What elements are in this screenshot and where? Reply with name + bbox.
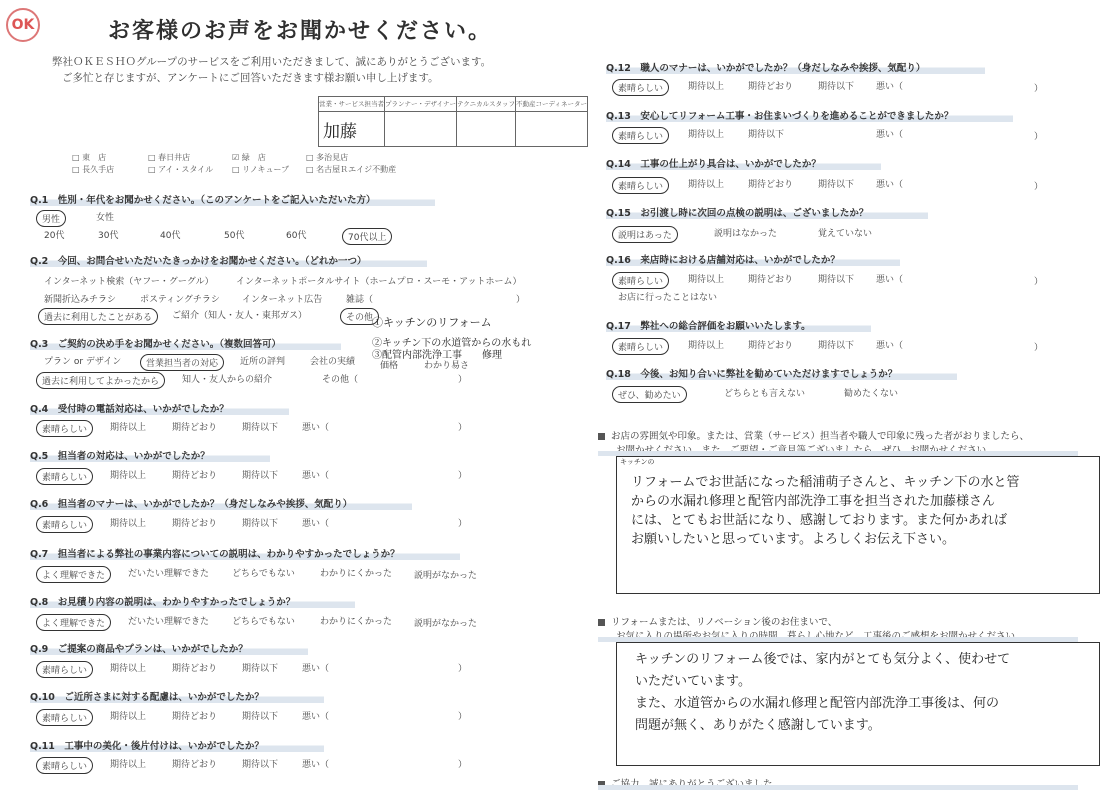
answer-option[interactable]: 説明がなかった (414, 619, 478, 629)
answer-option[interactable]: 期待以下 (818, 275, 855, 285)
answer-option[interactable]: その他（ (322, 375, 359, 385)
question-label: Q.11 工事中の美化・後片付けは、いかがでしたか？ (30, 738, 324, 752)
answer-option[interactable]: 期待以上 (688, 341, 725, 351)
answer-option[interactable]: ） (458, 664, 468, 674)
answer-option[interactable]: インターネットポータルサイト（ホームプロ・スーモ・アットホーム） (236, 277, 522, 287)
answer-option-circled[interactable]: 素晴らしい (36, 468, 93, 485)
staff-header-realestate: 不動産コーディネーター (515, 97, 587, 112)
answer-option[interactable]: 期待どおり (748, 180, 794, 190)
answer-option[interactable]: ） (458, 519, 468, 529)
handwritten-note: ③配管内部洗浄工事 修理 (372, 350, 502, 361)
answer-option[interactable]: 期待以上 (110, 664, 147, 674)
comment2-prompt-1: リフォームまたは、リノベーション後のお住まいで、 (598, 614, 837, 628)
answer-option[interactable]: だいたい理解できた (128, 569, 210, 579)
answer-option[interactable]: ） (1034, 277, 1044, 287)
question-label: Q.12 職人のマナーは、いかがでしたか？（身だしなみや挨拶、気配り） (606, 60, 985, 74)
answer-option[interactable]: 勧めたくない (844, 389, 899, 399)
question-label: Q.4 受付時の電話対応は、いかがでしたか？ (30, 401, 289, 415)
square-bullet-icon (598, 619, 605, 626)
answer-option[interactable]: 期待以上 (688, 275, 725, 285)
answer-option-circled[interactable]: 素晴らしい (36, 757, 93, 774)
staff-signature: 加藤 (319, 112, 385, 147)
answer-option-circled[interactable]: よく理解できた (36, 614, 111, 631)
answer-option[interactable]: 期待以下 (242, 664, 279, 674)
comment2-line: いただいています。 (635, 674, 751, 689)
answer-option[interactable]: 会社の実績 (310, 357, 356, 367)
answer-option[interactable]: 30代 (98, 231, 119, 241)
staff-header-sales: 営業・サービス担当者 (319, 97, 385, 112)
store-checkbox[interactable]: □ 多治見店 (306, 153, 349, 162)
comment1-line: からの水漏れ修理と配管内部洗浄工事を担当された加藤様さん (631, 494, 996, 509)
answer-option-circled[interactable]: 素晴らしい (36, 420, 93, 437)
question-label: Q.3 ご契約の決め手をお聞かせください。（複数回答可） (30, 336, 341, 350)
answer-option[interactable]: 期待以上 (110, 471, 147, 481)
answer-option[interactable]: わかりにくかった (320, 617, 393, 627)
question-label: Q.13 安心してリフォーム工事・お住まいづくりを進めることができましたか？ (606, 108, 1013, 122)
answer-option[interactable]: ） (458, 423, 468, 433)
staff-cell-empty (385, 112, 457, 147)
comment1-line: リフォームでお世話になった稲浦萌子さんと、キッチン下の水と管 (631, 475, 1020, 490)
answer-option[interactable]: インターネット検索（ヤフー・グーグル） (44, 277, 214, 287)
answer-option[interactable]: 期待以下 (818, 180, 855, 190)
question-label: Q.6 担当者のマナーは、いかがでしたか？（身だしなみや挨拶、気配り） (30, 496, 412, 510)
answer-option[interactable]: どちらとも言えない (724, 389, 806, 399)
answer-option[interactable]: 期待どおり (172, 471, 218, 481)
answer-option[interactable]: ご紹介（知人・友人・東邦ガス） (172, 311, 308, 321)
answer-option[interactable]: 価格 (380, 361, 399, 371)
answer-option[interactable]: 悪い（ (876, 275, 904, 285)
answer-option[interactable]: 悪い（ (302, 471, 330, 481)
answer-option-circled[interactable]: 過去に利用してよかったから (36, 372, 165, 389)
store-checkbox[interactable]: □ 春日井店 (148, 153, 191, 162)
answer-option[interactable]: 悪い（ (302, 423, 330, 433)
answer-option[interactable]: ） (516, 295, 526, 305)
handwritten-note: ①キッチンのリフォーム (372, 316, 492, 329)
answer-option[interactable]: 悪い（ (302, 664, 330, 674)
answer-option-circled[interactable]: 過去に利用したことがある (38, 308, 158, 325)
answer-option[interactable]: 期待以下 (818, 82, 855, 92)
store-checkbox[interactable]: □ リノキューブ (232, 165, 290, 174)
answer-option[interactable]: 20代 (44, 231, 65, 241)
answer-option-circled[interactable]: 素晴らしい (612, 79, 669, 96)
answer-option[interactable]: 覚えていない (818, 229, 873, 239)
answer-option[interactable]: 期待以上 (688, 180, 725, 190)
answer-option-circled[interactable]: よく理解できた (36, 566, 111, 583)
answer-option[interactable]: ） (458, 375, 468, 385)
staff-cell-empty (515, 112, 587, 147)
answer-option[interactable]: プラン or デザイン (44, 357, 122, 367)
answer-option[interactable]: 期待以上 (110, 423, 147, 433)
intro-line-1: 弊社ＯＫＥＳＨＯグループのサービスをご利用いただきまして、誠にありがとうございます。 (52, 56, 492, 68)
comment2-box[interactable] (616, 642, 1100, 766)
answer-option[interactable]: 期待以上 (110, 519, 147, 529)
staff-header-planner: プランナー・デザイナー (385, 97, 457, 112)
answer-option[interactable]: ） (1034, 84, 1044, 94)
answer-option[interactable]: 期待以上 (688, 130, 725, 140)
answer-option-circled[interactable]: 素晴らしい (36, 709, 93, 726)
question-label: Q.9 ご提案の商品やプランは、いかがでしたか？ (30, 641, 308, 655)
answer-option-circled[interactable]: 素晴らしい (612, 272, 669, 289)
answer-option[interactable]: 悪い（ (302, 519, 330, 529)
answer-option[interactable]: 50代 (224, 231, 245, 241)
answer-option[interactable]: わかりにくかった (320, 569, 393, 579)
question-label: Q.8 お見積り内容の説明は、わかりやすかったでしょうか？ (30, 594, 355, 608)
answer-option[interactable]: 期待以下 (242, 760, 279, 770)
store-checkbox[interactable]: □ アイ・スタイル (148, 165, 214, 174)
question-label: Q.14 工事の仕上がり具合は、いかがでしたか？ (606, 156, 881, 170)
answer-option[interactable]: 期待以上 (110, 712, 147, 722)
answer-option[interactable]: 期待どおり (172, 712, 218, 722)
answer-option[interactable]: 説明はなかった (714, 229, 778, 239)
answer-option[interactable]: どちらでもない (232, 569, 295, 579)
answer-option-circled[interactable]: その他 (340, 308, 379, 325)
answer-option[interactable]: 悪い（ (876, 341, 904, 351)
comment1-box[interactable] (616, 456, 1100, 594)
comment1-prompt-1: お店の雰囲気や印象。または、営業（サービス）担当者や職人で印象に残った者がおりましたら、 (598, 428, 1029, 442)
answer-option[interactable]: 説明がなかった (414, 571, 478, 581)
answer-option[interactable]: ポスティングチラシ (140, 295, 220, 305)
question-label: Q.15 お引渡し時に次回の点検の説明は、ございましたか？ (606, 205, 928, 219)
answer-option[interactable]: ） (458, 712, 468, 722)
answer-option[interactable]: 雑誌（ (346, 295, 374, 305)
answer-option[interactable]: 期待以上 (688, 82, 725, 92)
handwritten-note: キッチンの (620, 458, 655, 466)
answer-option[interactable]: 期待以下 (242, 423, 279, 433)
comment2-line: 問題が無く、ありがたく感謝しています。 (635, 718, 881, 733)
answer-option[interactable]: ） (1034, 343, 1044, 353)
answer-option[interactable]: 新聞折込みチラシ (44, 295, 117, 305)
answer-option[interactable]: 期待どおり (172, 423, 218, 433)
staff-header-technical: テクニカルスタッフ (457, 97, 516, 112)
answer-option-circled[interactable]: 素晴らしい (36, 516, 93, 533)
answer-option[interactable]: ） (458, 760, 468, 770)
answer-option-circled[interactable]: 素晴らしい (612, 177, 669, 194)
answer-option[interactable]: 期待以下 (242, 519, 279, 529)
square-bullet-icon (598, 433, 605, 440)
staff-cell-empty (457, 112, 516, 147)
answer-option[interactable]: 期待どおり (172, 519, 218, 529)
answer-option[interactable]: 60代 (286, 231, 307, 241)
answer-option[interactable]: 期待どおり (172, 760, 218, 770)
answer-option[interactable]: わかり易さ (424, 361, 470, 371)
answer-option[interactable]: 期待どおり (748, 275, 794, 285)
answer-option[interactable]: 期待以下 (242, 712, 279, 722)
intro-line-2: ご多忙と存じますが、アンケートにご回答いただきます様お願い申し上げます。 (62, 72, 439, 84)
answer-option[interactable]: 期待以上 (110, 760, 147, 770)
store-checkbox[interactable]: □ 名古屋Ｒエイジ不動産 (306, 165, 397, 174)
answer-option[interactable]: 期待どおり (172, 664, 218, 674)
answer-option[interactable]: 期待どおり (748, 82, 794, 92)
comment2-line: また、水道管からの水漏れ修理と配管内部洗浄工事後は、何の (635, 696, 1000, 711)
stamp-seal: OK (6, 8, 40, 42)
answer-option[interactable]: だいたい理解できた (128, 617, 210, 627)
answer-option[interactable]: どちらでもない (232, 617, 295, 627)
comment1-line: お願いしたいと思っています。よろしくお伝え下さい。 (631, 532, 955, 547)
answer-option[interactable]: ） (1034, 182, 1044, 192)
answer-option[interactable]: 期待以下 (242, 471, 279, 481)
question-label: Q.18 今後、お知り合いに弊社を勧めていただけますでしょうか？ (606, 366, 957, 380)
answer-option-circled[interactable]: 説明はあった (612, 226, 678, 243)
answer-option[interactable]: 知人・友人からの紹介 (182, 375, 273, 385)
answer-option[interactable]: お店に行ったことはない (618, 293, 718, 303)
answer-option[interactable]: ） (458, 471, 468, 481)
question-label: Q.10 ご近所さまに対する配慮は、いかがでしたか？ (30, 689, 324, 703)
store-checkbox[interactable]: □ 東 店 (72, 153, 107, 162)
answer-option[interactable]: インターネット広告 (242, 295, 323, 305)
answer-option[interactable]: ） (1034, 132, 1044, 142)
answer-option[interactable]: 40代 (160, 231, 181, 241)
answer-option-circled[interactable]: 男性 (36, 210, 66, 227)
answer-option[interactable]: 悪い（ (876, 130, 904, 140)
answer-option[interactable]: 近所の評判 (240, 357, 286, 367)
answer-option[interactable]: 期待どおり (748, 341, 794, 351)
answer-option-circled[interactable]: 素晴らしい (612, 338, 669, 355)
answer-option[interactable]: 女性 (96, 213, 115, 223)
answer-option[interactable]: 悪い（ (876, 180, 904, 190)
prompt-underline (598, 785, 1078, 790)
store-checkbox[interactable]: ☑ 緑 店 (232, 153, 266, 162)
question-label: Q.5 担当者の対応は、いかがでしたか？ (30, 448, 270, 462)
answer-option-circled[interactable]: ぜひ、勧めたい (612, 386, 687, 403)
answer-option[interactable]: 悪い（ (876, 82, 904, 92)
question-label: Q.2 今回、お問合せいただいたきっかけをお聞かせください。（どれか一つ） (30, 253, 427, 267)
answer-option-circled[interactable]: 素晴らしい (612, 127, 669, 144)
answer-option[interactable]: 悪い（ (302, 760, 330, 770)
comment1-line: には、とてもお世話になり、感謝しております。また何かあれば (631, 513, 1007, 528)
answer-option-circled[interactable]: 営業担当者の対応 (140, 354, 224, 371)
answer-option[interactable]: 期待以下 (818, 341, 855, 351)
answer-option[interactable]: 悪い（ (302, 712, 330, 722)
question-label: Q.7 担当者による弊社の事業内容についての説明は、わかりやすかったでしょうか？ (30, 546, 460, 560)
handwritten-note: ②キッチン下の水道管からの水もれ (372, 338, 532, 349)
answer-option[interactable]: 期待以下 (748, 130, 785, 140)
question-label: Q.17 弊社への総合評価をお願いいたします。 (606, 318, 871, 332)
staff-table (318, 96, 588, 147)
page-title: お客様のお声をお聞かせください。 (108, 19, 493, 44)
comment2-line: キッチンのリフォーム後では、家内がとても気分よく、使わせて (635, 652, 1011, 667)
question-label: Q.1 性別・年代をお聞かせください。（このアンケートをご記入いただいた方） (30, 192, 435, 206)
answer-option-circled[interactable]: 素晴らしい (36, 661, 93, 678)
answer-option-circled[interactable]: 70代以上 (342, 228, 392, 245)
store-checkbox[interactable]: □ 長久手店 (72, 165, 115, 174)
question-label: Q.16 来店時における店舗対応は、いかがでしたか？ (606, 252, 900, 266)
